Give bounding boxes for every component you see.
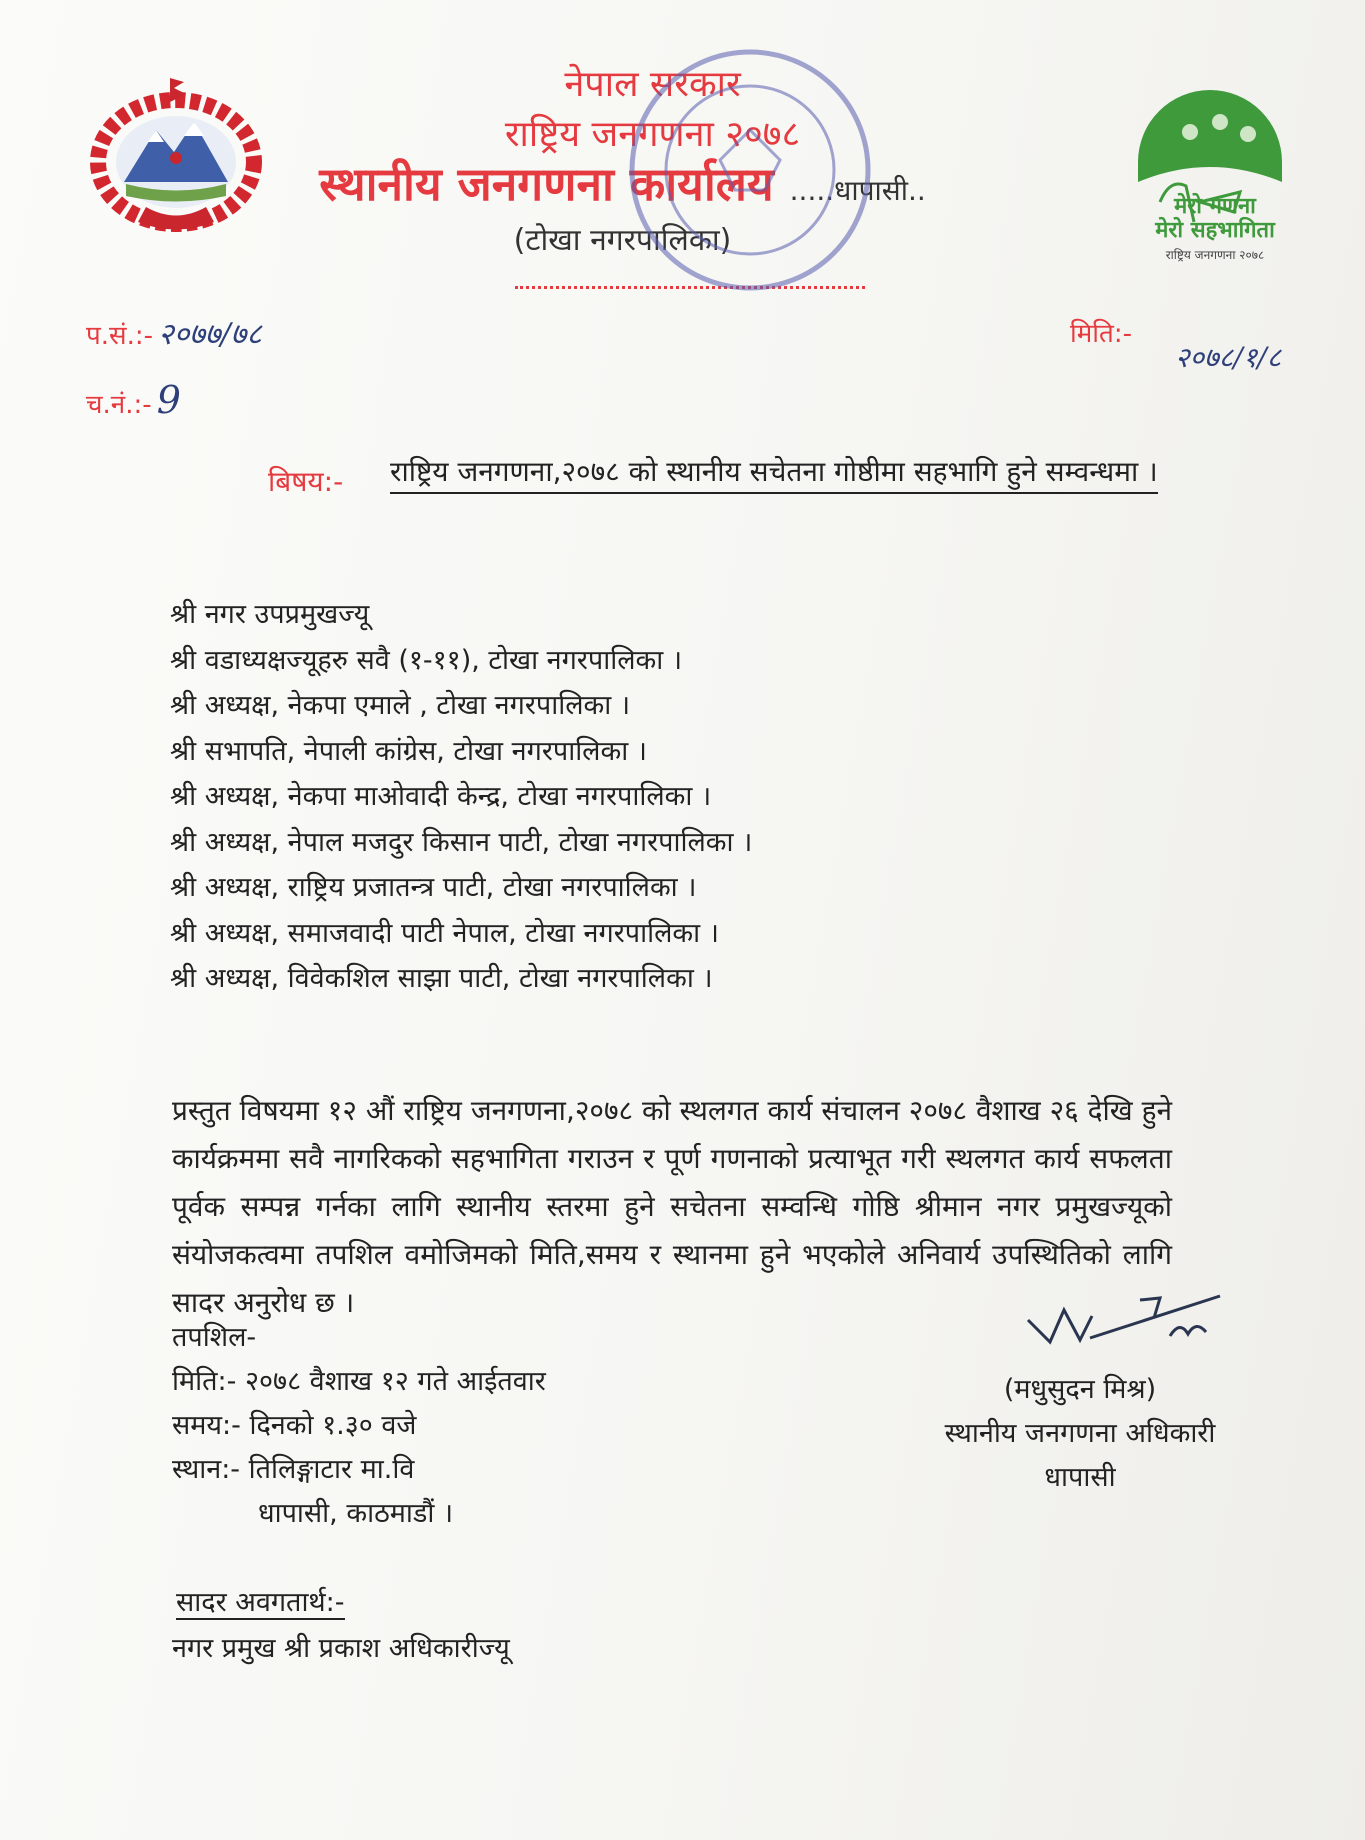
signatory-title: स्थानीय जनगणना अधिकारी bbox=[944, 1418, 1216, 1449]
header-municipality: (टोखा नगरपालिका) bbox=[513, 223, 732, 258]
header-government: नेपाल सरकार bbox=[564, 64, 741, 105]
body-paragraph: प्रस्तुत विषयमा १२ औं राष्ट्रिय जनगणना,२०७८ को स्थलगत कार्य संचालन २०७८ वैशाख २६ देखि हुने कार्यक्रममा सवै नागरिकको सहभागिता गराउन र पूर्ण गणनाको प्रत्याभूत गरी स्थलगत कार्य सफलता पूर्वक सम्पन्न गर्नका लागि स्थानीय स्तरमा हुने सचेतना सम्वन्धि गोष्ठि श्रीमान नगर प्रमुखज्यूको संयोजकत्वमा तपशिल वमोजिमको मिति,समय र स्थानमा हुने भएकोले अनिवार्य उपस्थितिको लागि सादर अनुरोध छ । bbox=[172, 1094, 1172, 1319]
subject-line bbox=[390, 452, 1158, 490]
patra-label: प.सं.:- bbox=[86, 321, 154, 351]
schedule-time: समय:- दिनको १.३० वजे bbox=[172, 1410, 417, 1441]
schedule-venue-2: धापासी, काठमाडौं । bbox=[258, 1498, 454, 1529]
date-label-wrap bbox=[1070, 314, 1132, 350]
date-value: २०७८/१/८ bbox=[1175, 341, 1282, 374]
logo-line-2: मेरो सहभागिता bbox=[1155, 218, 1275, 243]
signatory-name: (मधुसुदन मिश्र) bbox=[1003, 1374, 1157, 1405]
subject-label: बिषय:- bbox=[268, 465, 344, 498]
recipient-list bbox=[170, 592, 752, 1002]
recipient-item: श्री अध्यक्ष, समाजवादी पाटी नेपाल, टोखा नगरपालिका । bbox=[170, 917, 719, 949]
header-census: राष्ट्रिय जनगणना २०७८ bbox=[504, 114, 801, 155]
patra-sankhya bbox=[86, 312, 262, 353]
recipient-item: श्री अध्यक्ष, नेकपा माओवादी केन्द्र, टोखा नगरपालिका । bbox=[170, 781, 712, 812]
chalani-number bbox=[86, 378, 181, 422]
logo-line-1: मेरो गणना bbox=[1174, 194, 1256, 219]
recipient-item: श्री नगर उपप्रमुखज्यू bbox=[170, 599, 370, 630]
cc-label: सादर अवगतार्थ:- bbox=[176, 1587, 345, 1618]
date-label: मिति:- bbox=[1070, 319, 1132, 349]
recipient-item: श्री अध्यक्ष, विवेकशिल साझा पाटी, टोखा नगरपालिका । bbox=[170, 963, 713, 994]
signature-scribble-icon bbox=[1020, 1290, 1230, 1370]
schedule-block bbox=[172, 1316, 546, 1536]
recipient-item: श्री अध्यक्ष, नेपाल मजदुर किसान पाटी, टोखा नगरपालिका । bbox=[170, 826, 753, 858]
subject-text: राष्ट्रिय जनगणना,२०७८ को स्थानीय सचेतना गोष्ठीमा सहभागि हुने सम्वन्धमा । bbox=[390, 455, 1158, 494]
cc-label-wrap bbox=[176, 1582, 345, 1619]
office-name: स्थानीय जनगणना कार्यालय bbox=[319, 157, 774, 211]
recipient-item: श्री वडाध्यक्षज्यूहरु सवै (१-११), टोखा नगरपालिका । bbox=[170, 644, 683, 676]
signature-block bbox=[900, 1368, 1260, 1500]
office-place: .....धापासी.. bbox=[789, 174, 926, 207]
cc-line: नगर प्रमुख श्री प्रकाश अधिकारीज्यू bbox=[172, 1633, 510, 1664]
recipient-item: श्री सभापति, नेपाली कांग्रेस, टोखा नगरपालिका । bbox=[170, 735, 648, 767]
logo-line-3: राष्ट्रिय जनगणना २०७८ bbox=[1165, 248, 1265, 262]
recipient-item: श्री अध्यक्ष, राष्ट्रिय प्रजातन्त्र पाटी, टोखा नगरपालिका । bbox=[170, 872, 697, 903]
subject-label-wrap bbox=[268, 462, 343, 500]
office-stamp-icon bbox=[620, 40, 880, 300]
chalani-value: 9 bbox=[156, 378, 181, 422]
signatory-place: धापासी bbox=[1044, 1462, 1116, 1493]
chalani-label: च.नं.:- bbox=[86, 390, 152, 420]
recipient-item: श्री अध्यक्ष, नेकपा एमाले , टोखा नगरपालिका । bbox=[170, 690, 631, 721]
schedule-heading: तपशिल- bbox=[172, 1322, 257, 1353]
schedule-date: मिति:- २०७८ वैशाख १२ गते आईतवार bbox=[172, 1366, 546, 1397]
patra-value: २०७७/७८ bbox=[158, 317, 262, 352]
schedule-venue: स्थान:- तिलिङ्गाटार मा.वि bbox=[172, 1454, 415, 1485]
